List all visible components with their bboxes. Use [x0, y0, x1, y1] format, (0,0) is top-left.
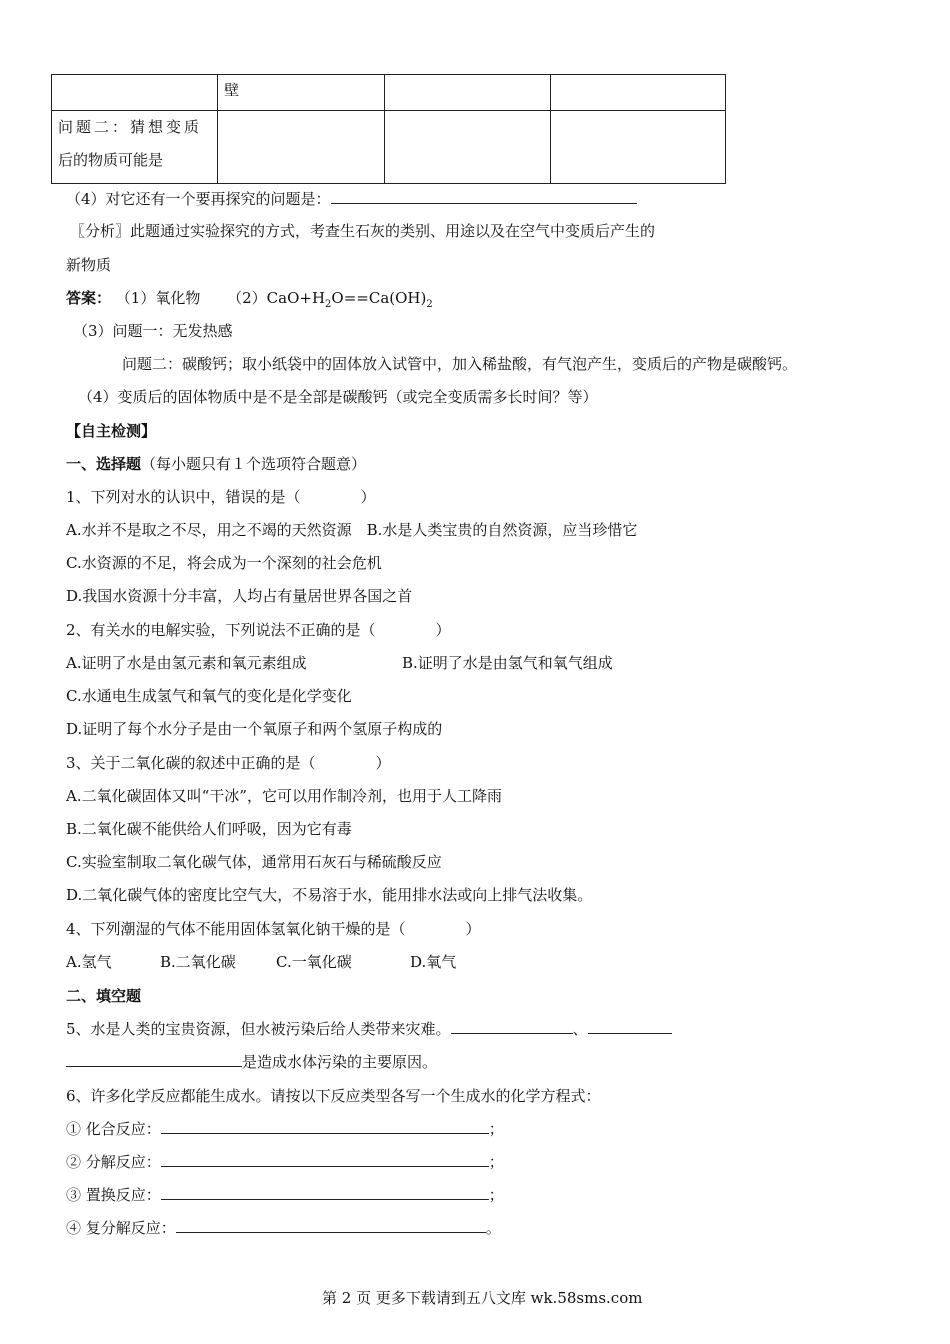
table-cell — [385, 111, 551, 184]
option-line: A.二氧化碳固体又叫“干冰”，它可以用作制冷剂，也用于人工降雨 — [66, 787, 502, 805]
q6-item-end: ； — [488, 1120, 504, 1138]
option-line: D.证明了每个水分子是由一个氧原子和两个氢原子构成的 — [66, 720, 443, 738]
answer-blank — [451, 1019, 573, 1034]
answer-table — [51, 74, 726, 184]
subscript: 2 — [325, 299, 332, 310]
question-4-text — [66, 188, 637, 209]
analysis-line-2: 新物质 — [66, 256, 112, 274]
q6-item — [66, 1118, 504, 1139]
option-line: C.一氧化碳 — [276, 953, 352, 971]
answer-blank — [176, 1218, 486, 1233]
answer-line-5: （4）变质后的固体物质中是不是全部是碳酸钙（或完全变质需多长时间？等） — [78, 388, 598, 406]
option-line: B.证明了水是由氢气和氧气组成 — [402, 654, 613, 672]
table-cell — [218, 111, 385, 184]
q6-item-end: ； — [488, 1186, 504, 1204]
table-cell — [551, 111, 726, 184]
answer-formula-part: O==Ca(OH) — [331, 289, 427, 307]
answer-part2 — [227, 289, 433, 310]
question-6-stem: 6、许多化学反应都能生成水。请按以下反应类型各写一个生成水的化学方程式： — [66, 1087, 601, 1105]
q5-text: 是造成水体污染的主要原因。 — [242, 1053, 438, 1071]
table-cell — [385, 75, 551, 111]
section1-note: （每小题只有１个选项符合题意） — [141, 455, 367, 473]
answer-blank — [161, 1185, 489, 1200]
q6-item-label: ④ 复分解反应： — [66, 1219, 176, 1237]
q6-item-label: ③ 置换反应： — [66, 1186, 161, 1204]
q6-item — [66, 1184, 504, 1205]
page-footer: 第 2 页 更多下载请到五八文库 wk.58sms.com — [322, 1289, 643, 1307]
option-line: C.水资源的不足，将会成为一个深刻的社会危机 — [66, 554, 382, 572]
table-cell-line: 后的物质可能是 — [58, 151, 164, 169]
answer-label: 答案： — [66, 289, 112, 307]
question-stem: 3、关于二氧化碳的叙述中正确的是（ ） — [66, 754, 391, 772]
option-line: A.水并不是取之不尽，用之不竭的天然资源 B.水是人类宝贵的自然资源，应当珍惜它 — [66, 521, 638, 539]
question-stem: 2、有关水的电解实验，下列说法不正确的是（ ） — [66, 621, 451, 639]
q6-item-end: 。 — [485, 1219, 501, 1237]
question-stem: 1、下列对水的认识中，错误的是（ ） — [66, 488, 376, 506]
answer-line-1 — [66, 287, 433, 310]
answer-line-3: （3）问题一：无发热感 — [73, 322, 233, 340]
section2-title: 二、填空题 — [66, 987, 142, 1005]
q4-label: （4）对它还有一个要再探究的问题是： — [66, 190, 331, 208]
section1-heading — [66, 453, 366, 474]
table-cell: 壁 — [218, 75, 385, 111]
option-line: A.氢气 — [66, 953, 112, 971]
q6-item-label: ② 分解反应： — [66, 1153, 161, 1171]
q5-text: 5、水是人类的宝贵资源，但水被污染后给人类带来灾难。 — [66, 1020, 451, 1038]
answer-line-4: 问题二：碳酸钙；取小纸袋中的固体放入试管中，加入稀盐酸，有气泡产生，变质后的产物是碳酸钙。 — [122, 355, 798, 373]
answer-blank — [161, 1119, 489, 1134]
analysis-line-1: 〖分析〗此题通过实验探究的方式，考查生石灰的类别、用途以及在空气中变质后产生的 — [70, 222, 656, 240]
option-line: D.我国水资源十分丰富，人均占有量居世界各国之首 — [66, 587, 413, 605]
question-5-line-1 — [66, 1018, 672, 1039]
section1-title: 一、选择题 — [66, 455, 142, 473]
table-cell — [52, 75, 218, 111]
table-cell-line: 问题二：猜想变质 — [58, 118, 203, 136]
answer-blank — [588, 1019, 672, 1034]
q6-item-label: ① 化合反应： — [66, 1120, 161, 1138]
question-5-line-2 — [66, 1051, 437, 1072]
option-line: C.实验室制取二氧化碳气体，通常用石灰石与稀硫酸反应 — [66, 853, 442, 871]
q6-item-end: ； — [488, 1153, 504, 1171]
answer-blank — [66, 1052, 242, 1067]
table-cell — [551, 75, 726, 111]
answer-formula-part: （2）CaO+H — [227, 289, 326, 307]
q5-separator: 、 — [572, 1020, 588, 1038]
self-check-title: 【自主检测】 — [66, 422, 157, 440]
question-stem: 4、下列潮湿的气体不能用固体氢氧化钠干燥的是（ ） — [66, 920, 481, 938]
table-cell-question2 — [52, 111, 218, 184]
answer-blank — [331, 189, 637, 204]
answer-blank — [161, 1152, 489, 1167]
option-line: B.二氧化碳不能供给人们呼吸，因为它有毒 — [66, 820, 352, 838]
option-line: C.水通电生成氢气和氧气的变化是化学变化 — [66, 687, 352, 705]
q6-item — [66, 1217, 501, 1238]
answer-part1: （1）氧化物 — [115, 289, 201, 307]
subscript: 2 — [426, 299, 433, 310]
option-line: A.证明了水是由氢元素和氧元素组成 — [66, 654, 307, 672]
option-line: D.氧气 — [410, 953, 457, 971]
option-line: D.二氧化碳气体的密度比空气大，不易溶于水，能用排水法或向上排气法收集。 — [66, 886, 593, 904]
option-line: B.二氧化碳 — [160, 953, 236, 971]
q6-item — [66, 1151, 504, 1172]
